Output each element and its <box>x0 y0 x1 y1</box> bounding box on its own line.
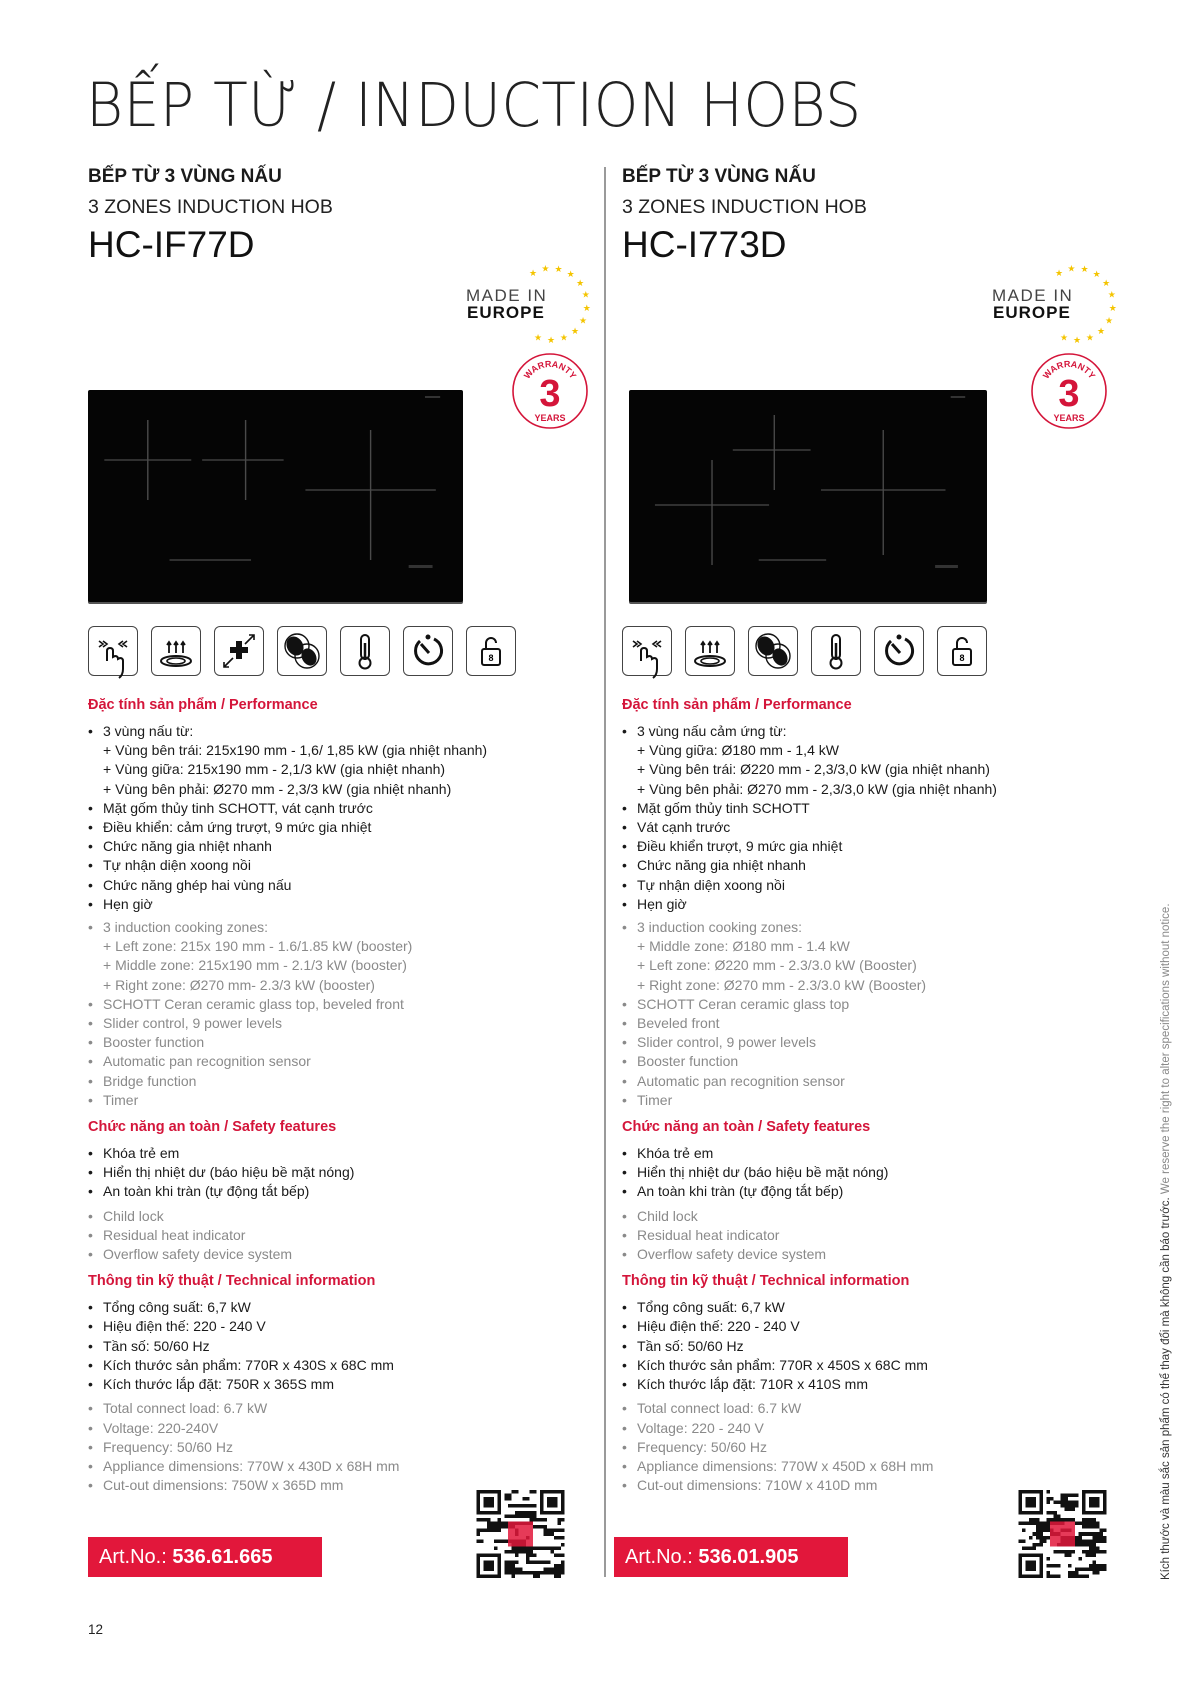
svg-text:★: ★ <box>1085 332 1094 343</box>
spec-item: • Điều khiển trượt, 9 mức gia nhiệt <box>622 837 1142 856</box>
spec-sections <box>88 696 608 1495</box>
performance-list-vi <box>88 722 608 914</box>
spec-item: • Chức năng gia nhiệt nhanh <box>622 856 1142 875</box>
spec-item: • Slider control, 9 power levels <box>88 1014 608 1033</box>
spec-item: • Beveled front <box>622 1014 1142 1033</box>
spec-item: • Child lock <box>88 1207 608 1226</box>
product-model: HC-IF77D <box>88 224 255 265</box>
badge-europe: EUROPE <box>993 303 1071 322</box>
svg-text:★: ★ <box>579 315 588 326</box>
feature-icons <box>622 626 987 676</box>
spec-item: • Booster function <box>88 1033 608 1052</box>
spec-item: + Middle zone: 215x190 mm - 2.1/3 kW (booster) <box>103 957 407 974</box>
article-number-box <box>88 1537 322 1577</box>
technical-list-en <box>622 1399 1142 1495</box>
timer-icon <box>403 626 453 676</box>
product-column-1 <box>88 166 588 266</box>
section-performance-title: Đặc tính sản phẩm / Performance <box>88 697 318 713</box>
spec-item: • Cut-out dimensions: 710W x 410D mm <box>622 1476 1142 1495</box>
child-lock-icon <box>937 626 987 676</box>
spec-item: • Slider control, 9 power levels <box>622 1033 1142 1052</box>
svg-text:★: ★ <box>1105 315 1114 326</box>
spec-item: + Vùng bên trái: 215x190 mm - 1,6/ 1,85 kW (gia nhiệt nhanh) <box>103 742 488 759</box>
svg-text:★: ★ <box>1060 332 1069 343</box>
spec-item: • Mặt gốm thủy tinh SCHOTT <box>622 799 1142 818</box>
spec-item: • Kích thước lắp đặt: 750R x 365S mm <box>88 1375 608 1394</box>
slider-touch-icon <box>88 626 138 676</box>
section-technical <box>88 1272 608 1495</box>
svg-text:★: ★ <box>528 267 538 278</box>
disclaimer-note <box>1160 860 1172 1580</box>
spec-item: • An toàn khi tràn (tự động tắt bếp) <box>88 1182 608 1201</box>
svg-text:8: 8 <box>959 653 965 663</box>
warranty-label: WARRANTY <box>1040 358 1098 381</box>
spec-item: • Bridge function <box>88 1072 608 1091</box>
spec-item: • Frequency: 50/60 Hz <box>622 1438 1142 1457</box>
product-heading-en: 3 ZONES INDUCTION HOB <box>622 196 867 218</box>
article-number-value: 536.61.665 <box>172 1546 273 1568</box>
safety-list-en <box>88 1207 608 1265</box>
badge-made-in: MADE IN <box>466 286 548 305</box>
article-number-box <box>614 1537 848 1577</box>
spec-item: • Voltage: 220 - 240 V <box>622 1419 1142 1438</box>
disclaimer-en: We reserve the right to alter specifications without notice. <box>1160 903 1172 1195</box>
svg-text:★: ★ <box>541 263 550 274</box>
warranty-unit: YEARS <box>1053 413 1085 423</box>
spec-item: • Điều khiển: cảm ứng trượt, 9 mức gia nhiệt <box>88 818 608 837</box>
spec-item: • Timer <box>622 1091 1142 1110</box>
slider-touch-icon <box>622 626 672 676</box>
spec-item: + Left zone: Ø220 mm - 2.3/3.0 kW (Booster) <box>637 957 917 974</box>
safety-list-vi <box>622 1144 1142 1202</box>
spec-item: • Tổng công suất: 6,7 kW <box>88 1298 608 1317</box>
spec-item: • Hẹn giờ <box>622 895 1142 914</box>
spec-item: • Kích thước lắp đặt: 710R x 410S mm <box>622 1375 1142 1394</box>
spec-item: • Mặt gốm thủy tinh SCHOTT, vát cạnh trước <box>88 799 608 818</box>
svg-text:★: ★ <box>1108 302 1117 313</box>
spec-item: + Middle zone: Ø180 mm - 1.4 kW <box>637 938 850 955</box>
spec-item: • 3 vùng nấu từ: <box>88 722 608 741</box>
warranty-unit: YEARS <box>534 413 566 423</box>
svg-text:★: ★ <box>1097 325 1106 336</box>
svg-text:★: ★ <box>559 332 568 343</box>
booster-icon <box>151 626 201 676</box>
svg-text:★: ★ <box>571 325 580 336</box>
technical-list-en <box>88 1399 608 1495</box>
warranty-years: 3 <box>539 373 561 415</box>
spec-item: • Cut-out dimensions: 750W x 365D mm <box>88 1476 608 1495</box>
warranty-badge <box>511 352 589 430</box>
svg-text:★: ★ <box>1102 277 1111 288</box>
svg-text:★: ★ <box>576 277 585 288</box>
spec-item: • An toàn khi tràn (tự động tắt bếp) <box>622 1182 1142 1201</box>
section-safety-title: Chức năng an toàn / Safety features <box>622 1119 871 1136</box>
spec-item: + Vùng bên phải: Ø270 mm - 2,3/3,0 kW (gia nhiệt nhanh) <box>637 780 997 797</box>
warranty-years: 3 <box>1058 373 1080 415</box>
article-number-label: Art.No.: <box>625 1546 693 1568</box>
section-safety <box>88 1118 608 1264</box>
spec-item: + Right zone: Ø270 mm - 2.3/3.0 kW (Booster) <box>637 976 927 993</box>
spec-item: • Hiệu điện thế: 220 - 240 V <box>88 1317 608 1336</box>
made-in-europe-badge <box>466 263 591 346</box>
warranty-badge <box>1030 352 1108 430</box>
product-image-hob <box>629 390 987 602</box>
spec-item: • Hiệu điện thế: 220 - 240 V <box>622 1317 1142 1336</box>
spec-item: • Tần số: 50/60 Hz <box>88 1337 608 1356</box>
section-performance <box>622 696 1142 1110</box>
spec-item: • Booster function <box>622 1052 1142 1071</box>
svg-text:★: ★ <box>1107 289 1116 300</box>
pan-recognition-icon <box>748 626 798 676</box>
svg-text:★: ★ <box>1072 335 1082 345</box>
qr-code <box>476 1490 565 1578</box>
spec-item: • Chức năng gia nhiệt nhanh <box>88 837 608 856</box>
spec-item: • Tự nhận diện xoong nồi <box>88 856 608 875</box>
spec-item: • Tổng công suất: 6,7 kW <box>622 1298 1142 1317</box>
badge-europe: EUROPE <box>467 303 545 322</box>
section-safety <box>622 1118 1142 1264</box>
spec-item: • Residual heat indicator <box>622 1226 1142 1245</box>
spec-item: • Timer <box>88 1091 608 1110</box>
spec-item: • Khóa trẻ em <box>88 1144 608 1163</box>
safety-list-vi <box>88 1144 608 1202</box>
svg-text:★: ★ <box>566 268 575 279</box>
badge-made-in: MADE IN <box>992 286 1074 305</box>
spec-item: • Residual heat indicator <box>88 1226 608 1245</box>
safety-list-en <box>622 1207 1142 1265</box>
spec-item: • Frequency: 50/60 Hz <box>88 1438 608 1457</box>
performance-list-vi <box>622 722 1142 914</box>
spec-item: + Vùng bên phải: Ø270 mm - 2,3/3 kW (gia nhiệt nhanh) <box>103 780 452 797</box>
performance-list-en <box>622 918 1142 1110</box>
spec-item: • Child lock <box>622 1207 1142 1226</box>
bridge-icon <box>214 626 264 676</box>
timer-icon <box>874 626 924 676</box>
product-column-2 <box>622 166 1122 266</box>
disclaimer-vi: Kích thước và màu sắc sản phẩm có thể thay đổi mà không cần báo trước. <box>1160 1197 1172 1580</box>
warranty-label: WARRANTY <box>521 358 579 381</box>
section-performance-title: Đặc tính sản phẩm / Performance <box>622 697 852 713</box>
product-model: HC-I773D <box>622 224 787 265</box>
product-heading-vi: BẾP TỪ 3 VÙNG NẤU <box>88 166 282 187</box>
article-number-label: Art.No.: <box>99 1546 167 1568</box>
product-heading-en: 3 ZONES INDUCTION HOB <box>88 196 333 218</box>
product-image-hob <box>88 390 463 602</box>
residual-heat-icon <box>811 626 861 676</box>
qr-code <box>1018 1490 1107 1578</box>
section-technical-title: Thông tin kỹ thuật / Technical information <box>88 1273 376 1290</box>
spec-item: • Vát cạnh trước <box>622 818 1142 837</box>
spec-item: • Overflow safety device system <box>622 1245 1142 1264</box>
svg-text:★: ★ <box>554 263 563 274</box>
spec-item: + Right zone: Ø270 mm- 2.3/3 kW (booster) <box>103 976 375 993</box>
svg-text:★: ★ <box>1092 268 1101 279</box>
spec-item: + Vùng giữa: Ø180 mm - 1,4 kW <box>637 742 839 759</box>
made-in-europe-badge <box>992 263 1117 346</box>
spec-item: • Appliance dimensions: 770W x 450D x 68H mm <box>622 1457 1142 1476</box>
spec-item: • Voltage: 220-240V <box>88 1419 608 1438</box>
svg-text:★: ★ <box>1054 267 1064 278</box>
article-number-value: 536.01.905 <box>698 1546 799 1568</box>
product-heading-vi: BẾP TỪ 3 VÙNG NẤU <box>622 166 816 187</box>
svg-text:★: ★ <box>534 332 543 343</box>
spec-item: • Overflow safety device system <box>88 1245 608 1264</box>
spec-sections <box>622 696 1142 1495</box>
spec-item: • Kích thước sản phẩm: 770R x 430S x 68C mm <box>88 1356 608 1375</box>
section-performance <box>88 696 608 1110</box>
spec-item: • 3 induction cooking zones: <box>622 918 1142 937</box>
svg-text:8: 8 <box>488 653 494 663</box>
spec-item: • 3 induction cooking zones: <box>88 918 608 937</box>
spec-item: • Tần số: 50/60 Hz <box>622 1337 1142 1356</box>
svg-text:★: ★ <box>582 302 591 313</box>
page-title: BẾP TỪ / INDUCTION HOBS <box>86 70 862 141</box>
technical-list-vi <box>622 1298 1142 1394</box>
spec-item: • 3 vùng nấu cảm ứng từ: <box>622 722 1142 741</box>
booster-icon <box>685 626 735 676</box>
spec-item: • Appliance dimensions: 770W x 430D x 68H mm <box>88 1457 608 1476</box>
performance-list-en <box>88 918 608 1110</box>
spec-item: • Total connect load: 6.7 kW <box>88 1399 608 1418</box>
spec-item: + Left zone: 215x 190 mm - 1.6/1.85 kW (booster) <box>103 938 413 955</box>
spec-item: • Hiển thị nhiệt dư (báo hiệu bề mặt nóng) <box>88 1163 608 1182</box>
svg-text:★: ★ <box>1080 263 1089 274</box>
section-safety-title: Chức năng an toàn / Safety features <box>88 1119 337 1136</box>
spec-item: • Total connect load: 6.7 kW <box>622 1399 1142 1418</box>
spec-item: • Tự nhận diện xoong nồi <box>622 876 1142 895</box>
spec-item: • SCHOTT Ceran ceramic glass top, beveled front <box>88 995 608 1014</box>
section-technical-title: Thông tin kỹ thuật / Technical information <box>622 1273 910 1290</box>
svg-text:★: ★ <box>546 335 556 345</box>
spec-item: • Automatic pan recognition sensor <box>88 1052 608 1071</box>
svg-text:★: ★ <box>581 289 590 300</box>
pan-recognition-icon <box>277 626 327 676</box>
spec-item: + Vùng bên trái: Ø220 mm - 2,3/3,0 kW (gia nhiệt nhanh) <box>637 761 990 778</box>
spec-item: • Hiển thị nhiệt dư (báo hiệu bề mặt nóng) <box>622 1163 1142 1182</box>
spec-item: • Automatic pan recognition sensor <box>622 1072 1142 1091</box>
svg-text:★: ★ <box>1067 263 1076 274</box>
spec-item: • Chức năng ghép hai vùng nấu <box>88 876 608 895</box>
spec-item: • Kích thước sản phẩm: 770R x 450S x 68C mm <box>622 1356 1142 1375</box>
page-number: 12 <box>88 1622 104 1637</box>
spec-item: • Hẹn giờ <box>88 895 608 914</box>
technical-list-vi <box>88 1298 608 1394</box>
feature-icons <box>88 626 516 676</box>
child-lock-icon <box>466 626 516 676</box>
spec-item: • Khóa trẻ em <box>622 1144 1142 1163</box>
section-technical <box>622 1272 1142 1495</box>
spec-item: + Vùng giữa: 215x190 mm - 2,1/3 kW (gia nhiệt nhanh) <box>103 761 446 778</box>
residual-heat-icon <box>340 626 390 676</box>
spec-item: • SCHOTT Ceran ceramic glass top <box>622 995 1142 1014</box>
